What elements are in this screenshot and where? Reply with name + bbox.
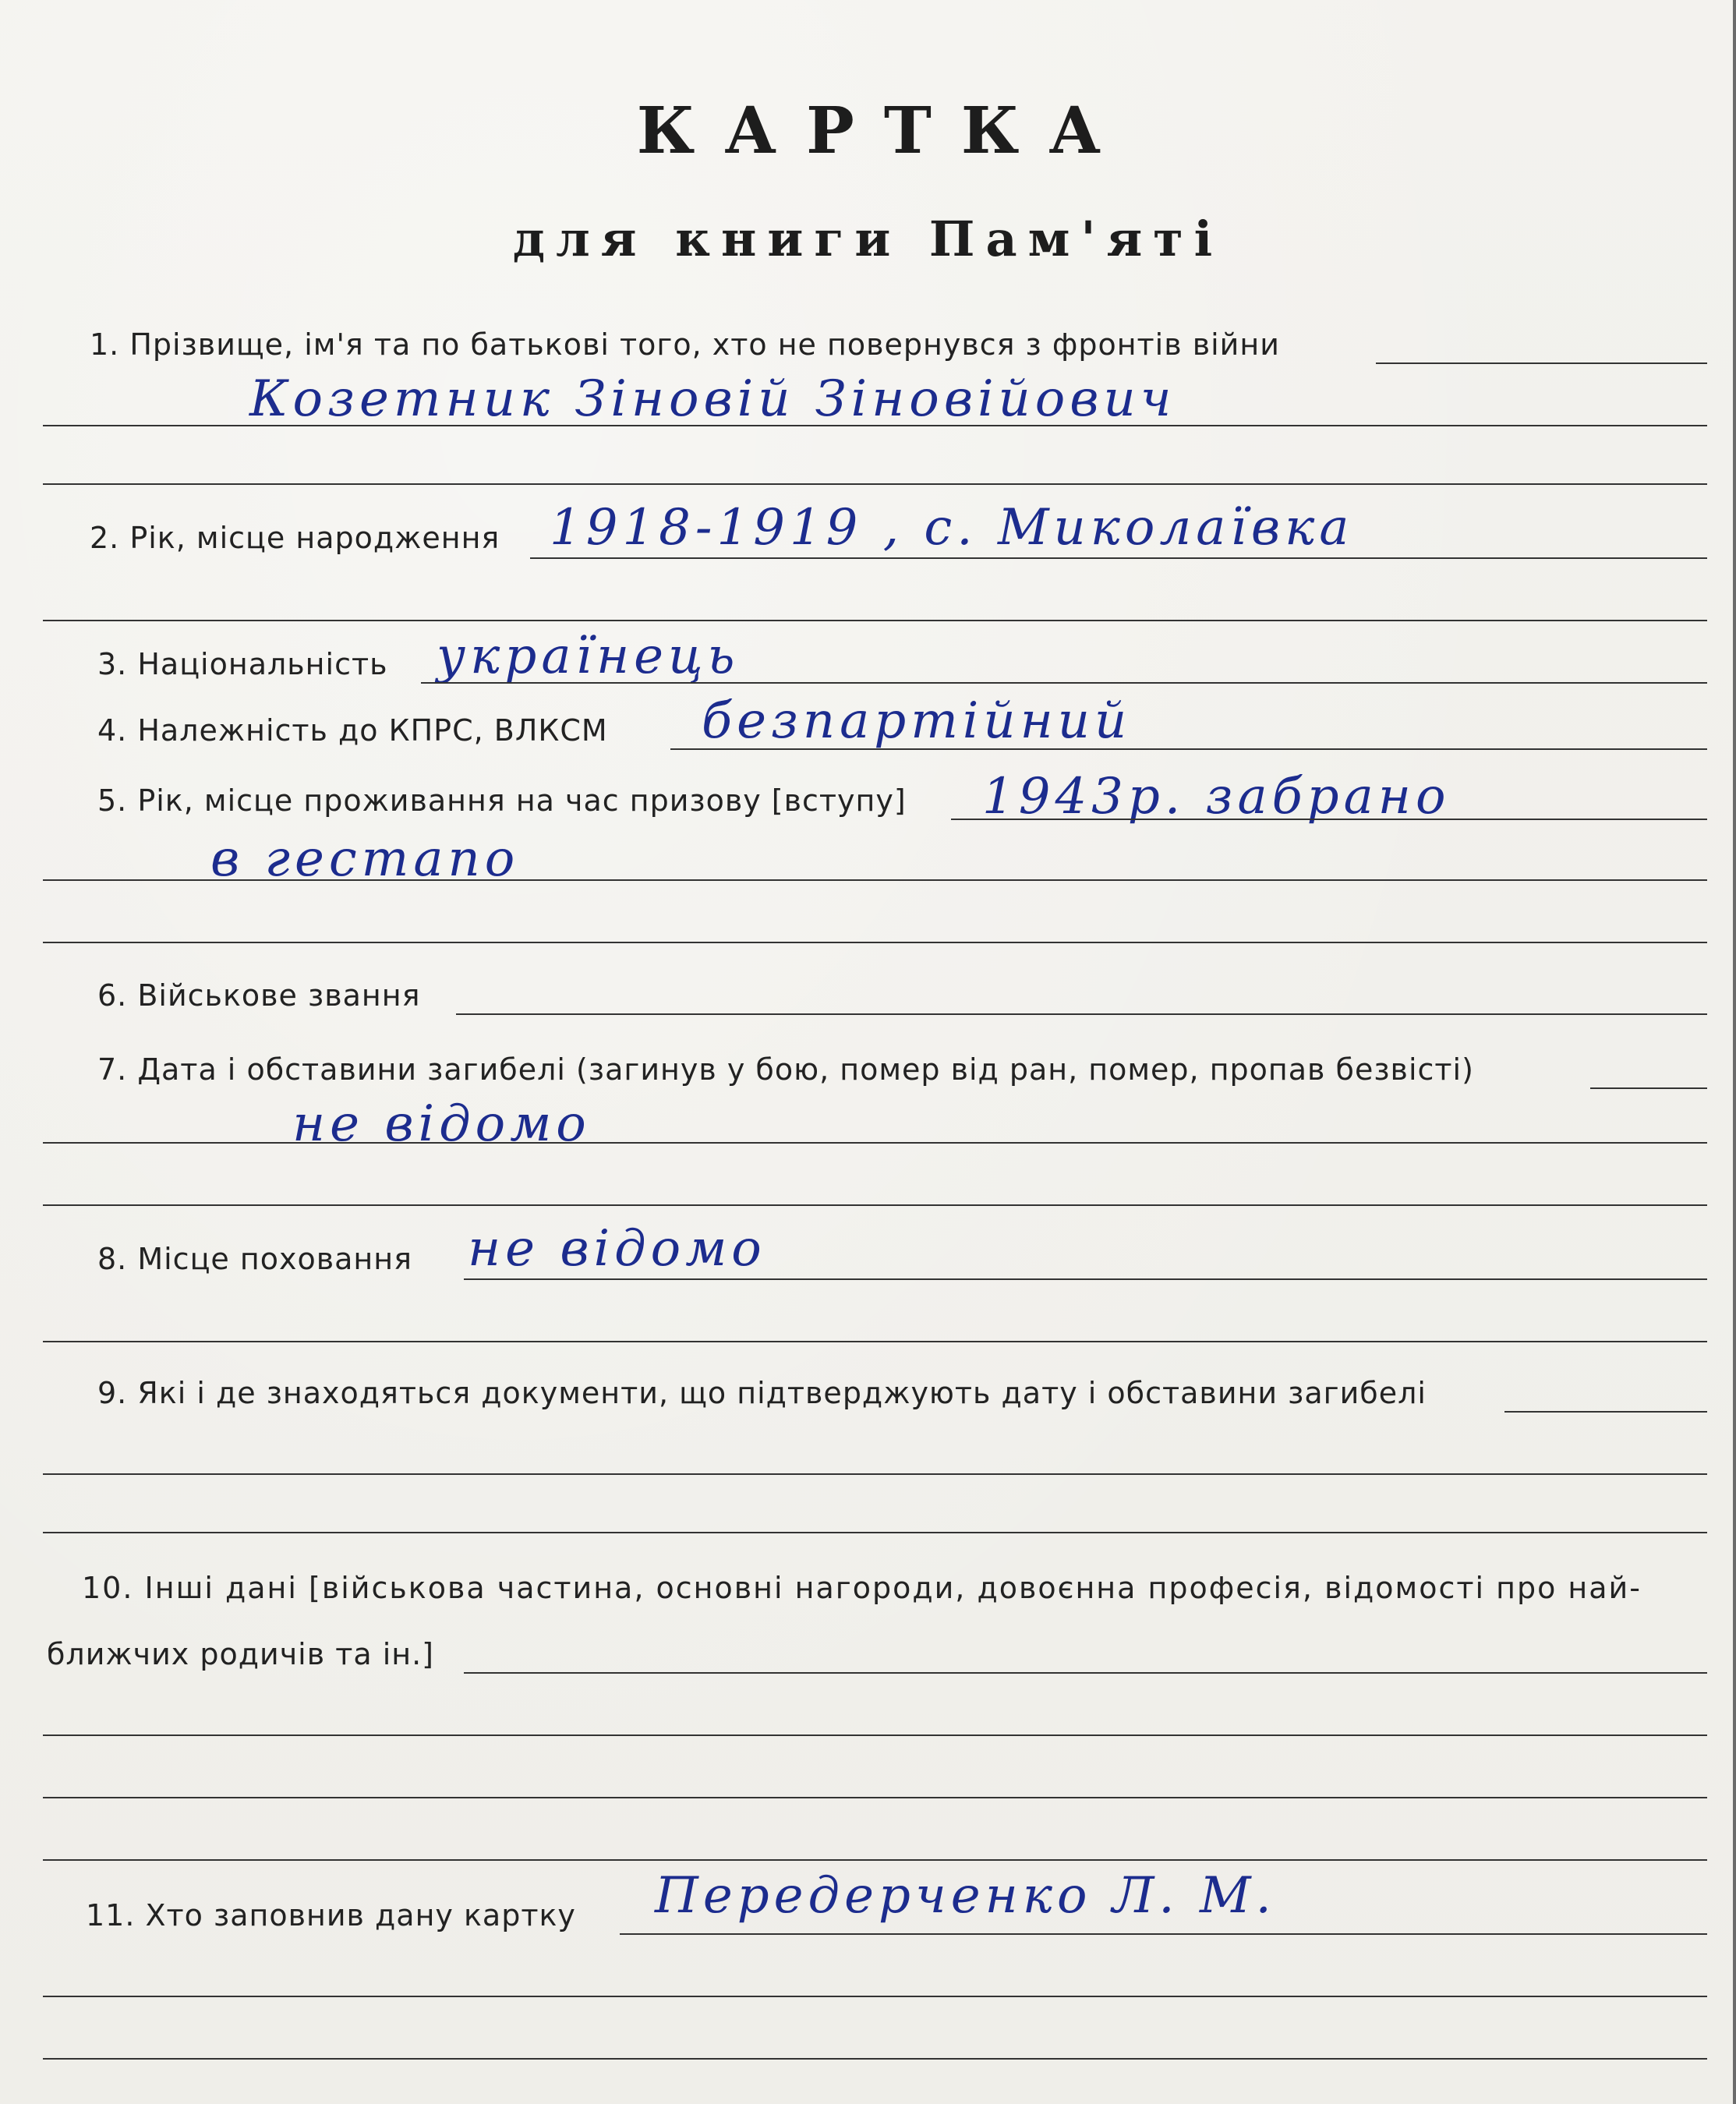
field-5-line	[951, 819, 1707, 820]
field-1-line	[43, 483, 1707, 485]
field-2-value: 1918-1919 , с. Миколаївка	[550, 499, 1354, 557]
card-title: КАРТКА	[636, 94, 1131, 168]
field-7-line	[43, 1142, 1707, 1144]
field-10-line	[464, 1672, 1707, 1674]
field-11-line	[43, 1996, 1707, 1997]
field-11-value: Передерченко Л. М.	[655, 1867, 1276, 1925]
field-3-label: 3. Національність	[97, 647, 388, 681]
field-7-value: не відомо	[292, 1095, 591, 1153]
field-6-line	[456, 1013, 1707, 1015]
card-subtitle: для книги Пам'яті	[512, 210, 1224, 267]
field-8-value: не відомо	[468, 1220, 766, 1278]
field-7-label: 7. Дата і обставини загибелі (загинув у бою, помер від ран, помер, пропав безвісті)	[97, 1052, 1474, 1087]
field-6-label: 6. Військове звання	[97, 978, 421, 1013]
field-9-line	[43, 1532, 1707, 1533]
field-9-line	[1504, 1411, 1707, 1413]
field-5-value-line2: в гестапо	[210, 830, 520, 888]
field-8-line	[464, 1278, 1707, 1280]
field-10-line	[43, 1859, 1707, 1861]
field-3-line	[421, 682, 1707, 684]
field-10-line	[43, 1797, 1707, 1798]
paper-edge	[1733, 0, 1736, 2104]
field-2-line	[43, 620, 1707, 621]
field-1-line	[43, 425, 1707, 426]
field-10-label-cont: ближчих родичів та ін.]	[47, 1637, 434, 1671]
field-9-line	[43, 1473, 1707, 1475]
field-9-label: 9. Які і де знаходяться документи, що підтверджують дату і обставини загибелі	[97, 1376, 1427, 1410]
field-5-label: 5. Рік, місце проживання на час призову [вступу]	[97, 783, 907, 818]
field-8-line	[43, 1341, 1707, 1342]
field-7-line	[43, 1204, 1707, 1206]
field-8-label: 8. Місце поховання	[97, 1242, 412, 1276]
field-7-line	[1590, 1087, 1707, 1089]
field-2-line	[530, 557, 1707, 559]
field-2-label: 2. Рік, місце народження	[90, 521, 500, 555]
field-3-value: українець	[437, 628, 740, 685]
field-11-label: 11. Хто заповнив дану картку	[86, 1898, 576, 1932]
field-1-label: 1. Прізвище, ім'я та по батькові того, хто не повернувся з фронтів війни	[90, 327, 1280, 362]
field-1-line	[1376, 362, 1707, 364]
field-10-line	[43, 1734, 1707, 1736]
field-5-value-line1: 1943р. забрано	[982, 768, 1451, 826]
field-4-line	[670, 748, 1707, 750]
field-4-label: 4. Належність до КПРС, ВЛКСМ	[97, 713, 608, 748]
field-10-label: 10. Інші дані [військова частина, основні нагороди, довоєнна професія, відомості про най-	[82, 1571, 1642, 1605]
field-11-line	[620, 1933, 1707, 1935]
field-5-line	[43, 879, 1707, 881]
field-11-line	[43, 2058, 1707, 2060]
field-1-value: Козетник Зіновій Зіновійович	[249, 370, 1176, 428]
field-5-line	[43, 942, 1707, 943]
field-4-value: безпартійний	[702, 692, 1132, 750]
